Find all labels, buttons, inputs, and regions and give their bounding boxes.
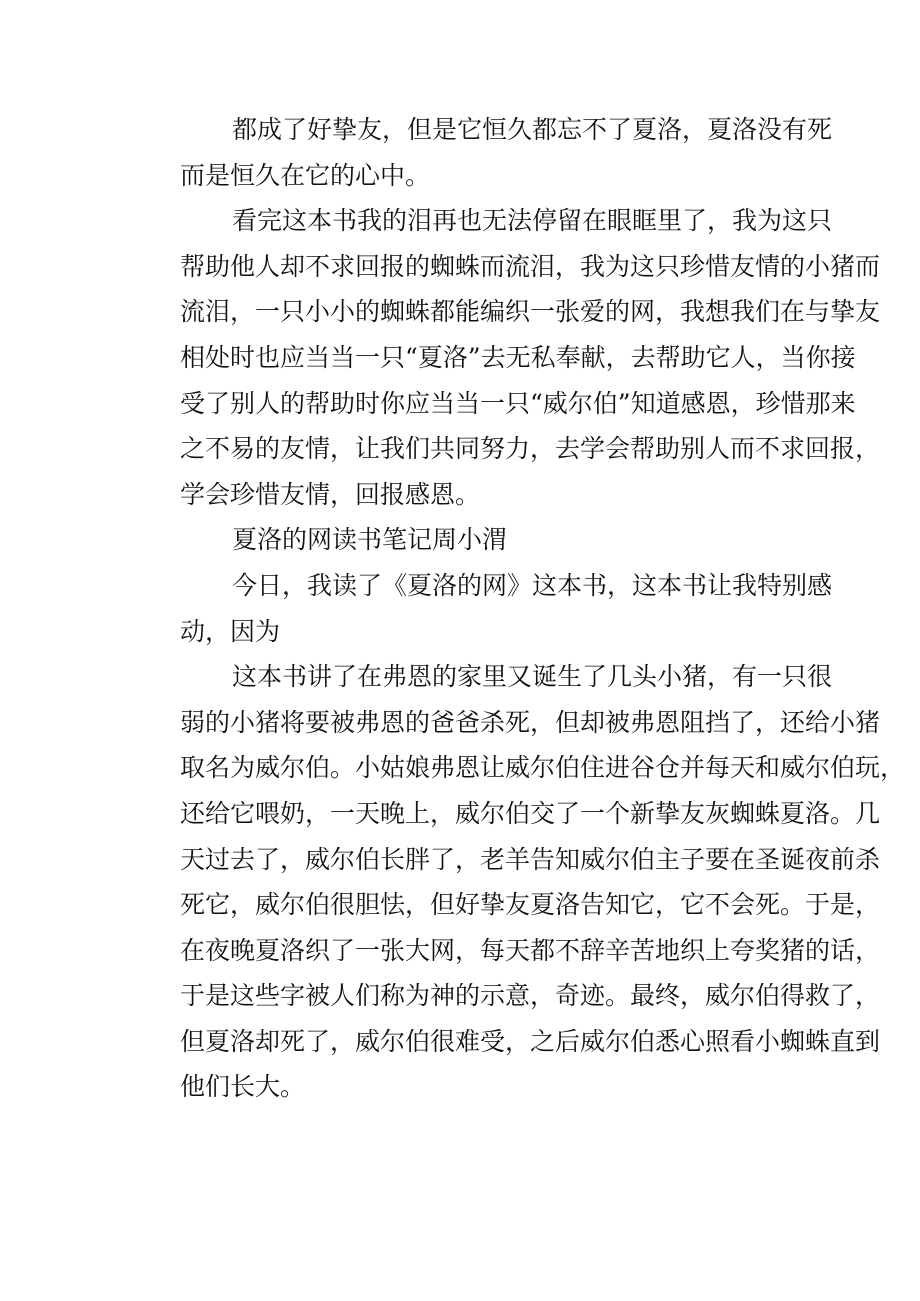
text-line: 弱的小猪将要被弗恩的爸爸杀死，但却被弗恩阻挡了，还给小猪 <box>180 707 881 737</box>
text-line: 但夏洛却死了，威尔伯很难受，之后威尔伯悉心照看小蜘蛛直到 <box>180 1026 881 1056</box>
text-line: 今日，我读了《夏洛的网》这本书，这本书让我特别感 <box>232 570 833 600</box>
text-line: 于是这些字被人们称为神的示意，奇迹。最终，威尔伯得救了， <box>180 981 881 1011</box>
text-line: 他们长大。 <box>180 1072 306 1102</box>
text-line: 还给它喂奶，一天晚上，威尔伯交了一个新挚友灰蜘蛛夏洛。几 <box>180 798 881 828</box>
text-line: 之不易的友情，让我们共同努力，去学会帮助别人而不求回报， <box>180 434 881 464</box>
text-line: 流泪，一只小小的蜘蛛都能编织一张爱的网，我想我们在与挚友 <box>180 297 881 327</box>
text-line: 在夜晚夏洛织了一张大网，每天都不辞辛苦地织上夸奖猪的话， <box>180 935 881 965</box>
text-line: 而是恒久在它的心中。 <box>180 160 431 190</box>
text-line: 看完这本书我的泪再也无法停留在眼眶里了，我为这只 <box>232 206 833 236</box>
text-line: 死它，威尔伯很胆怯，但好挚友夏洛告知它，它不会死。于是， <box>180 890 881 920</box>
text-line: 受了别人的帮助时你应当当一只“威尔伯”知道感恩，珍惜那来 <box>180 388 856 418</box>
text-line: 动，因为 <box>180 616 281 646</box>
text-line: 学会珍惜友情，回报感恩。 <box>180 479 481 509</box>
text-line: 相处时也应当当一只“夏洛”去无私奉献，去帮助它人，当你接 <box>180 342 856 372</box>
text-line: 天过去了，威尔伯长胖了，老羊告知威尔伯主子要在圣诞夜前杀 <box>180 844 881 874</box>
text-line: 取名为威尔伯。小姑娘弗恩让威尔伯住进谷仓并每天和威尔伯玩， <box>180 753 906 783</box>
text-line: 这本书讲了在弗恩的家里又诞生了几头小猪，有一只很 <box>232 662 833 692</box>
text-line: 都成了好挚友，但是它恒久都忘不了夏洛，夏洛没有死 <box>232 115 833 144</box>
text-line: 帮助他人却不求回报的蜘蛛而流泪，我为这只珍惜友情的小猪而 <box>180 251 881 281</box>
section-heading: 夏洛的网读书笔记周小渭 <box>232 525 508 555</box>
document-body <box>180 107 906 1110</box>
